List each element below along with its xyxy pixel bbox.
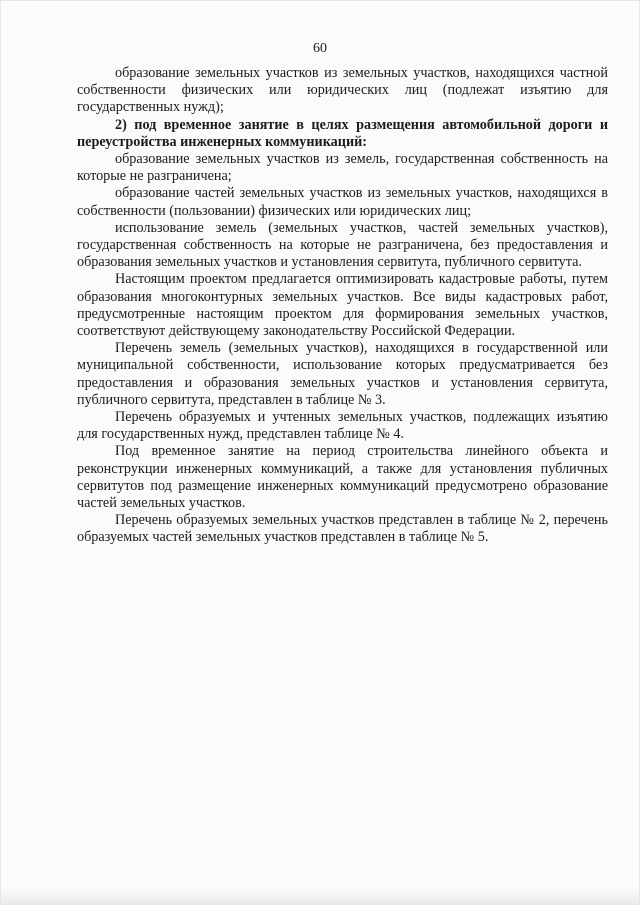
paragraph: Настоящим проектом предлагается оптимизировать кадастровые работы, путем образования многоконтурных земельных участков. Все виды кадастровых работ, предусмотренные настоящим проектом для формирования земельных участков, соответствуют действующему законодательству Российской Федерации. xyxy=(77,271,608,340)
paragraph: использование земель (земельных участков, частей земельных участков), государственная собственность на которые не разграничена, без предоставления и образования земельных участков и установления сервитута, публичного сервитута. xyxy=(77,219,608,271)
paragraph: образование частей земельных участков из земельных участков, находящихся в собственности (пользовании) физических или юридических лиц; xyxy=(77,185,608,219)
paragraph: Перечень образуемых земельных участков представлен в таблице № 2, перечень образуемых частей земельных участков представлен в таблице № 5. xyxy=(77,512,608,546)
page-edge-shadow xyxy=(1,890,639,904)
body-text xyxy=(77,65,608,547)
paragraph: образование земельных участков из земель, государственная собственность на которые не разграничена; xyxy=(77,151,608,185)
paragraph: Перечень образуемых и учтенных земельных участков, подлежащих изъятию для государственных нужд, представлен таблице № 4. xyxy=(77,409,608,443)
paragraph: образование земельных участков из земельных участков, находящихся частной собственности физических или юридических лиц (подлежат изъятию для государственных нужд); xyxy=(77,65,608,116)
section-heading: 2) под временное занятие в целях размещения автомобильной дороги и переустройства инженерных коммуникаций: xyxy=(77,116,608,150)
paragraph: Перечень земель (земельных участков), находящихся в государственной или муниципальной собственности, использование которых предусматривается без предоставления и образования земельных участков и установления сервитута, публичного сервитута, представлен в таблице № 3. xyxy=(77,340,608,408)
page-number: 60 xyxy=(313,41,327,56)
paragraph: Под временное занятие на период строительства линейного объекта и реконструкции инженерных коммуникаций, а также для установления публичных сервитутов под размещение инженерных коммуникаций предусмотрено образование частей земельных участков. xyxy=(77,443,608,512)
